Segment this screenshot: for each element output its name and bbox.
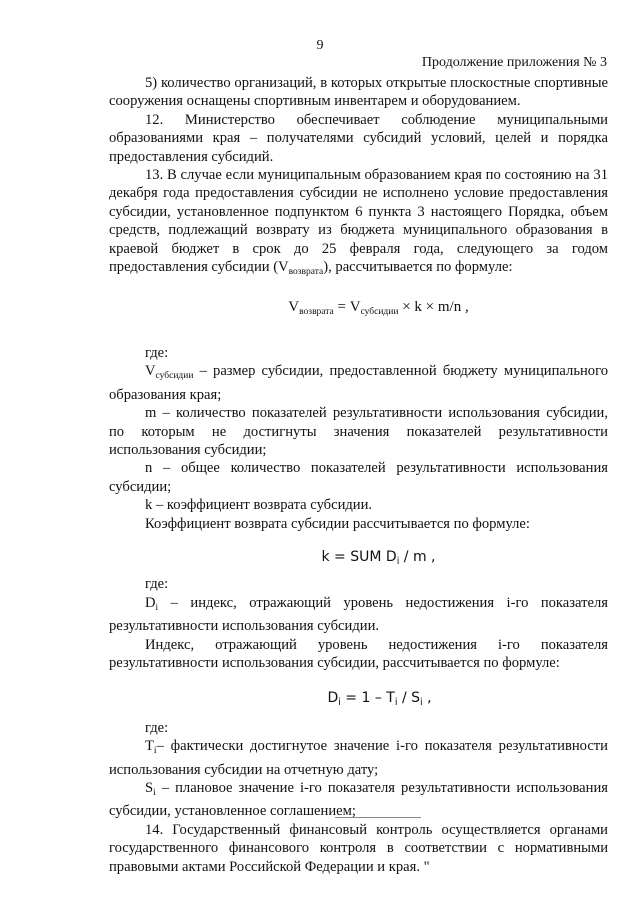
appendix-caption: Продолжение приложения № 3 bbox=[421, 55, 607, 70]
k-formula-intro: Коэффициент возврата субсидии рассчитывается по формуле: bbox=[145, 515, 530, 532]
formula1-v-subscript: субсидии bbox=[360, 307, 399, 318]
def-d-text: – индекс, отражающий уровень недостижения i-го показателя результативности использования субсидии. bbox=[109, 594, 608, 635]
def-v-text: – размер субсидии, предоставленной бюджету муниципального образования края; bbox=[109, 363, 608, 403]
paragraph-item-14: 14. Государственный финансовый контроль осуществляется органами государственного финансового контроля в соответствии с нормативными правовыми актами Российской Федерации и края. " bbox=[109, 821, 608, 875]
definition-n: n – общее количество показателей результативности использования субсидии; bbox=[109, 460, 608, 495]
formula-d bbox=[109, 689, 608, 712]
paragraph-item-5: 5) количество организаций, в которых открытые плоскостные спортивные сооружения оснащены спортивным инвентарем и оборудованием. bbox=[109, 75, 608, 110]
formula1-lhs-subscript: возврата bbox=[299, 307, 334, 318]
formula3-t-subscript: i bbox=[394, 697, 398, 709]
document-body bbox=[109, 74, 608, 876]
formula1-equals: = bbox=[333, 299, 350, 316]
definition-k: k – коэффициент возврата субсидии. bbox=[145, 497, 373, 514]
where-label-1: где: bbox=[145, 344, 169, 361]
page-number: 9 bbox=[316, 38, 324, 53]
paragraph-item-13 bbox=[109, 166, 608, 281]
formula3-mid: = 1 – T bbox=[340, 690, 395, 707]
def-s-subscript: i bbox=[153, 788, 156, 798]
formula-k bbox=[109, 548, 608, 571]
end-rule bbox=[335, 817, 421, 818]
definition-m: m – количество показателей результативности использования субсидии, по которым не достигнуты значения показателей результативности использования субсидии; bbox=[109, 405, 608, 458]
d-formula-intro: Индекс, отражающий уровень недостижения i-го показателя результативности использования субсидии, рассчитывается по формуле: bbox=[109, 636, 608, 671]
formula3-s-subscript: i bbox=[420, 697, 423, 709]
formula2-subscript: i bbox=[396, 555, 400, 567]
def-t-text: – фактически достигнутое значение i-го показателя результативности использования субсидии на отчетную дату; bbox=[109, 738, 608, 778]
formula1-v: V bbox=[349, 299, 361, 316]
definition-v bbox=[109, 362, 608, 404]
formula-return-volume bbox=[109, 298, 608, 321]
formula2-main: k = SUM D bbox=[321, 548, 397, 565]
def-d-subscript: i bbox=[155, 602, 159, 613]
formula1-rest: × k × m/n , bbox=[398, 299, 469, 316]
definition-s bbox=[109, 779, 608, 821]
def-s-symbol: S bbox=[145, 780, 154, 796]
def-t-symbol: T bbox=[145, 738, 154, 755]
def-d-symbol: D bbox=[145, 594, 156, 611]
formula3-d-subscript: i bbox=[338, 697, 341, 709]
item-13-text-end: ), рассчитывается по формуле: bbox=[323, 259, 513, 276]
definition-t bbox=[109, 737, 608, 779]
formula3-d: D bbox=[327, 690, 339, 707]
formula2-end: / m , bbox=[399, 548, 436, 565]
definition-d bbox=[109, 594, 608, 636]
def-t-subscript: i bbox=[153, 746, 157, 757]
def-s-text: – плановое значение i-го показателя результативности использования субсидии, установленное соглашением; bbox=[109, 780, 608, 820]
formula1-lhs: V bbox=[288, 299, 300, 316]
where-label-2: где: bbox=[145, 576, 169, 593]
def-v-subscript: субсидии bbox=[155, 371, 194, 382]
where-label-3: где: bbox=[145, 719, 169, 736]
item-13-subscript: возврата bbox=[288, 267, 324, 278]
item-13-text: 13. В случае если муниципальным образованием края по состоянию на 31 декабря года предоставления субсидии не исполнено условие предоставления субсидии, установленное подпунктом 6 пункта 3 настоящего Порядка, объем средств, подлежащий возврату из бюджета муниципального образования в краевой бюджет в срок до 25 февраля года, следующего за годом предоставления субсидии (V bbox=[109, 167, 608, 276]
formula3-slash: / S bbox=[397, 690, 421, 707]
formula3-end: , bbox=[422, 690, 432, 707]
def-v-symbol: V bbox=[145, 363, 156, 380]
paragraph-item-12: 12. Министерство обеспечивает соблюдение муниципальными образованиями края – получателями субсидий условий, целей и порядка предоставления субсидий. bbox=[109, 111, 608, 165]
